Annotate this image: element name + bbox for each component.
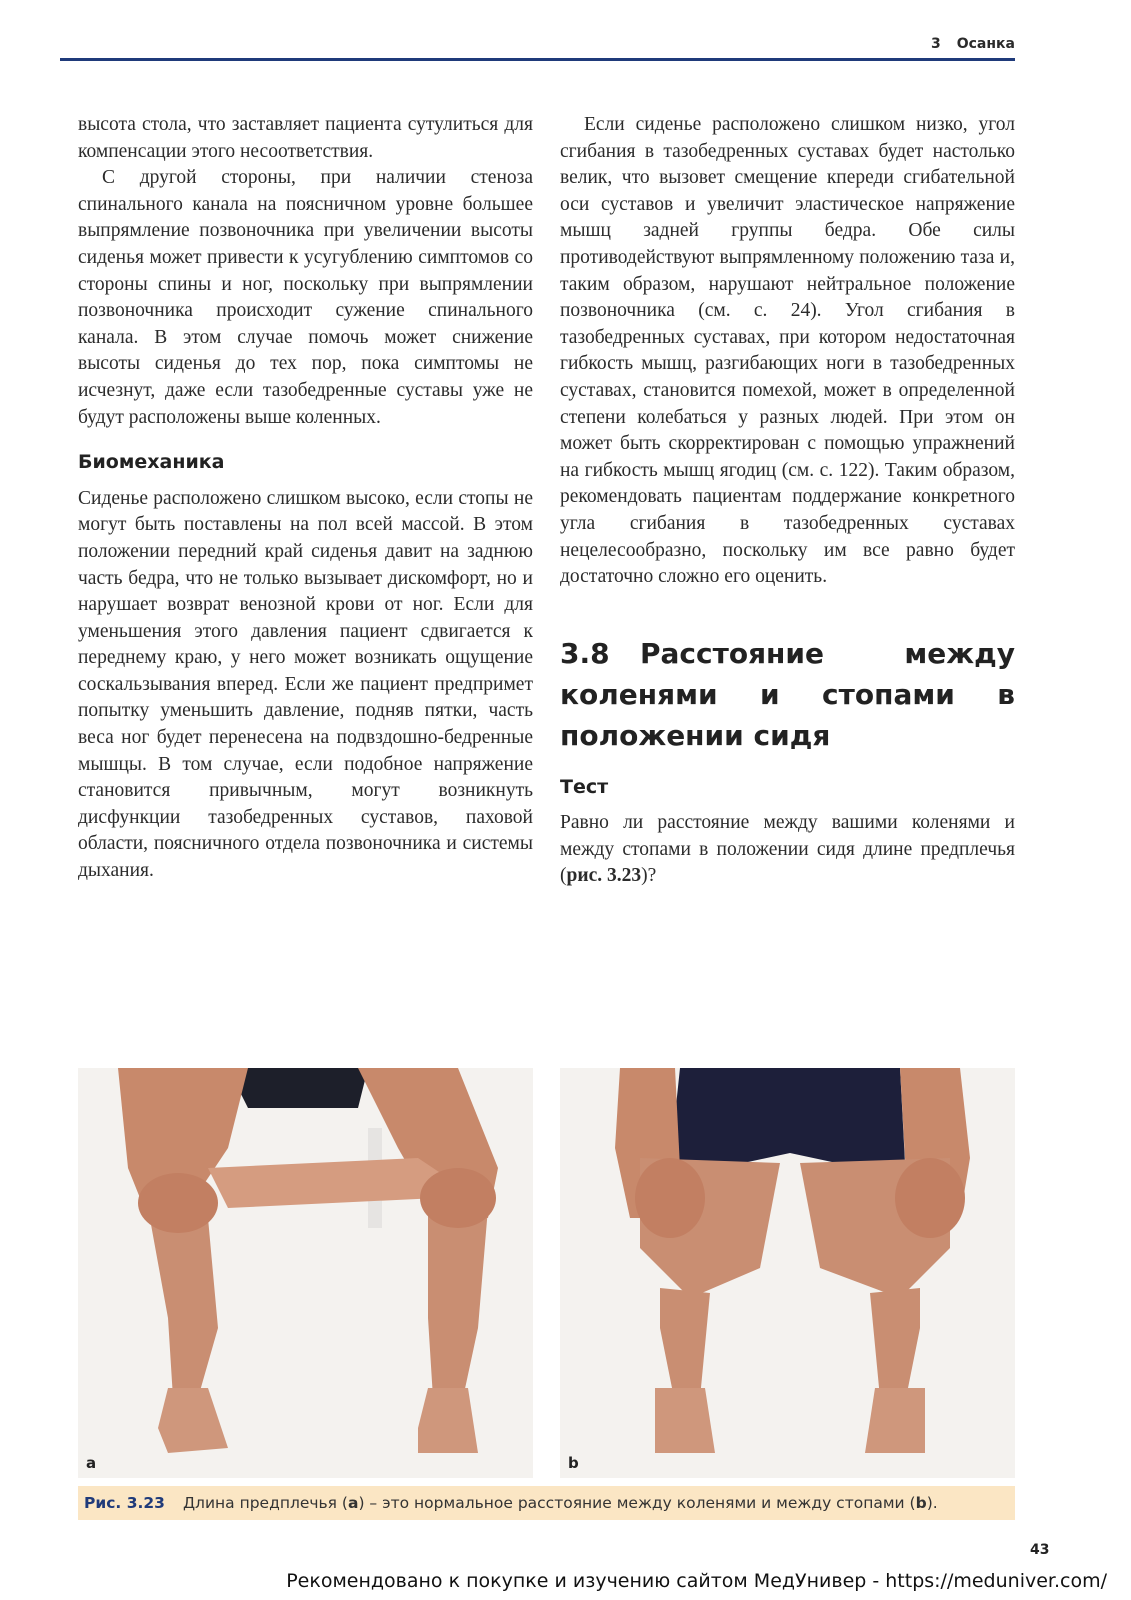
test-text: Равно ли расстояние между вашими коленями и между стопами в положении сидя длине предплечья (: [560, 812, 1015, 887]
running-head: [60, 36, 1015, 61]
test-question: [560, 810, 1015, 890]
caption-text-end: ).: [926, 1494, 938, 1512]
figure-number: Рис. 3.23: [84, 1494, 165, 1512]
caption-ref-a: a: [347, 1494, 359, 1512]
seated-legs-forearm-illustration: [78, 1068, 533, 1478]
figure-photos: [78, 1068, 1015, 1478]
left-column: [78, 112, 533, 885]
caption-text: ) – это нормальное расстояние между коленями и между стопами (: [358, 1494, 916, 1512]
photo-a: [78, 1068, 533, 1478]
chapter-title: Осанка: [956, 36, 1015, 52]
subheading-test: Тест: [560, 775, 609, 798]
paragraph: Если сиденье расположено слишком низко, угол сгибания в тазобедренных суставах будет настолько велик, что вызовет смещение кпереди сгибательной оси суставов и увеличит эластическое напряжение мышц задней группы бедра. Обе силы противодействуют выпрямленному положению таза и, таким образом, нарушают нейтральное положение позвоночника (см. с. 24). Угол сгибания в тазобедренных суставах, при котором недостаточная гибкость мышц, разгибающих ноги в тазобедренных суставах, становится помехой, может в определенной степени колебаться у разных людей. При этом он может быть скорректирован с помощью упражнений на гибкость мышц ягодиц (см. с. 122). Таким образом, рекомендовать пациентам поддержание конкретного угла сгибания в тазобедренных суставах нецелесообразно, поскольку им все равно будет достаточно сложно его оценить.: [560, 114, 1015, 588]
chapter-number: 3: [930, 36, 941, 52]
test-text-end: )?: [641, 865, 657, 887]
paragraph: С другой стороны, при наличии стеноза спинального канала на поясничном уровне большее выпрямление позвоночника при увеличении высоты сиденья может привести к усугублению симптомов со стороны спины и ног, поскольку при выпрямлении позвоночника происходит сужение спинального канала. В этом случае помочь может снижение высоты сиденья до тех пор, пока симптомы не исчезнут, даже если тазобедренные суставы уже не будут расположены выше коленных.: [78, 167, 533, 428]
photo-label-b: b: [568, 1454, 579, 1472]
figure-caption: [78, 1486, 1015, 1520]
caption-text: Длина предплечья (: [182, 1494, 348, 1512]
photo-label-a: a: [86, 1454, 97, 1472]
footer-recommendation: Рекомендовано к покупке и изучению сайтом МедУнивер - https://meduniver.com/: [286, 1570, 1107, 1592]
paragraph: Сиденье расположено слишком высоко, если стопы не могут быть поставлены на пол всей массой. В этом положении передний край сиденья давит на заднюю часть бедра, что не только вызывает дискомфорт, но и нарушает возврат венозной крови от ног. Если для уменьшения этого давления пациент сдвигается к переднему краю, у него может возникать ощущение соскальзывания вперед. Если же пациент предпримет попытку уменьшить давление, подняв пятки, часть веса ног будет перенесена на подвздошно-бедренные мышцы. В том случае, если подобное напряжение становится привычным, могут возникнуть дисфункции тазобедренных суставов, паховой области, поясничного отдела позвоночника и системы дыхания.: [78, 487, 533, 882]
section-heading: [560, 633, 1015, 756]
right-column: [560, 112, 1015, 890]
section-number: 3.8: [560, 636, 610, 670]
caption-ref-b: b: [915, 1494, 927, 1512]
seated-legs-hands-on-knees-illustration: [560, 1068, 1015, 1478]
section-title: Расстояние между коленями и стопами в положении сидя: [560, 636, 1015, 752]
subheading-biomechanics: Биомеханика: [78, 451, 225, 474]
paragraph: высота стола, что заставляет пациента сутулиться для компенсации этого несоответствия.: [78, 114, 533, 162]
figure-reference: рис. 3.23: [566, 865, 642, 887]
photo-b: [560, 1068, 1015, 1478]
page-number: 43: [1030, 1542, 1050, 1558]
